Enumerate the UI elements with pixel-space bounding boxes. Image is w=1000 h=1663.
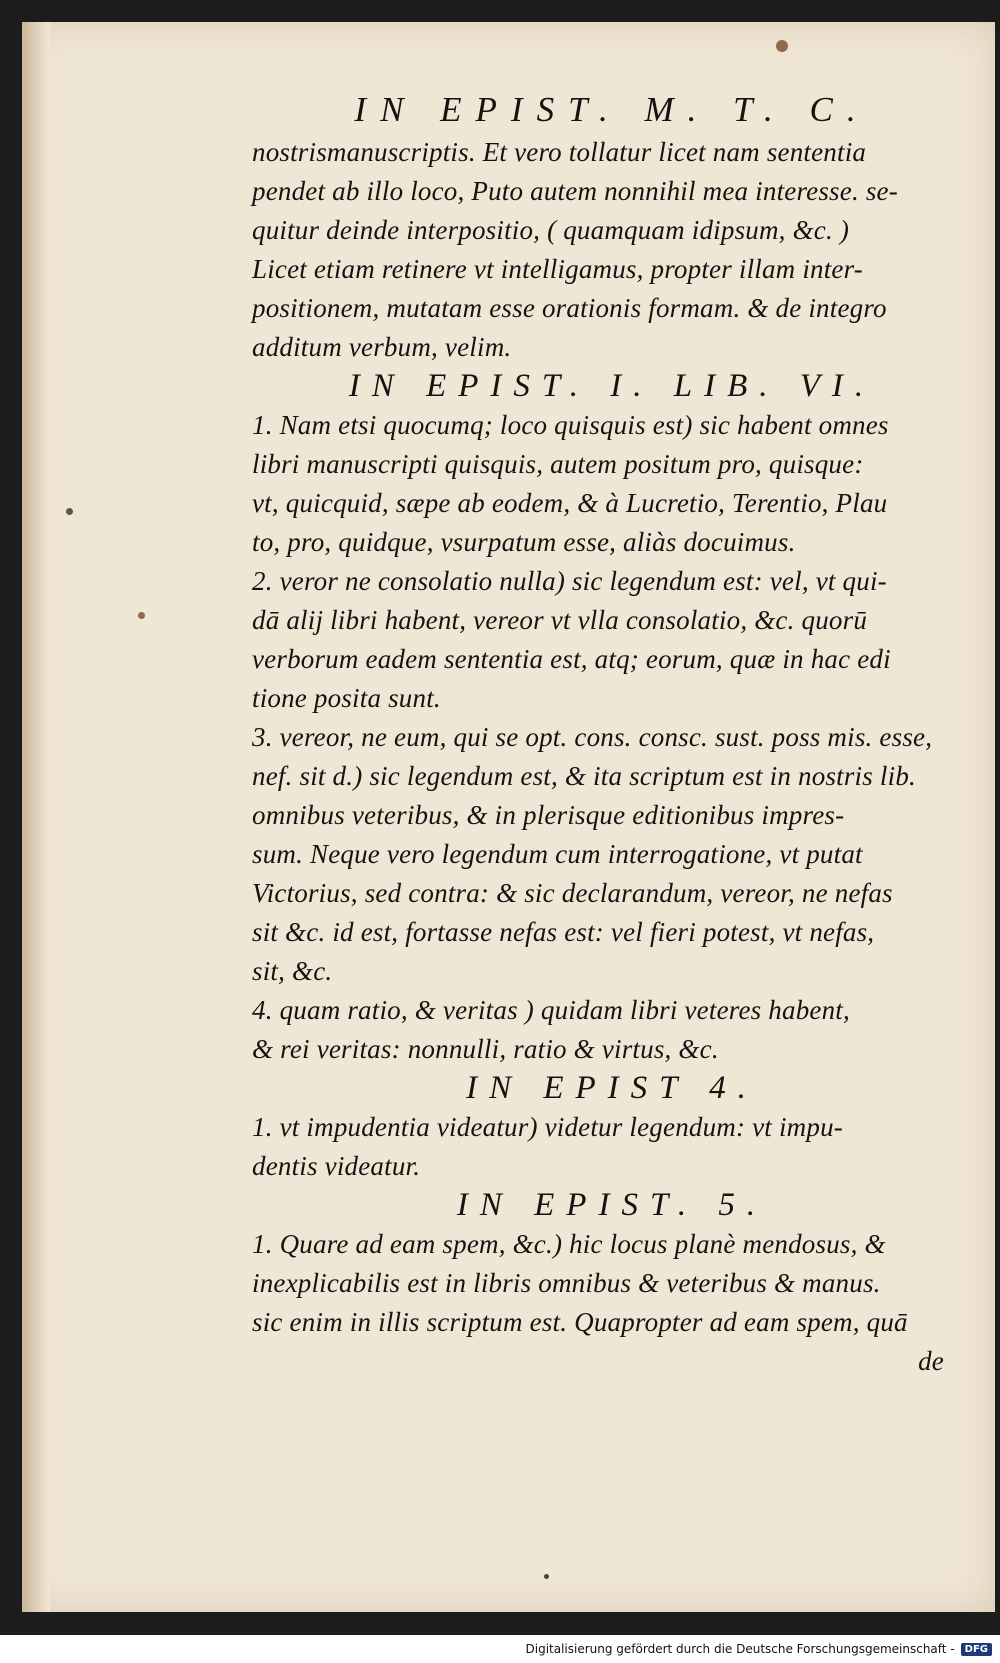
section-heading: IN EPIST. 5.: [456, 1187, 768, 1223]
text-line: sic enim in illis scriptum est. Quapropter ad eam spem, quā: [252, 1307, 908, 1337]
text-line: & rei veritas: nonnulli, ratio & virtus, &c.: [252, 1034, 719, 1064]
text-line: verborum eadem sententia est, atq; eorum, quæ in hac edi: [252, 644, 891, 674]
page-gutter: [22, 22, 50, 1612]
page-text: [252, 90, 972, 1381]
ink-spot: [776, 40, 788, 52]
text-line: inexplicabilis est in libris omnibus & veteribus & manus.: [252, 1268, 881, 1298]
text-line: Victorius, sed contra: & sic declarandum, vereor, ne nefas: [252, 878, 893, 908]
footer-text: Digitalisierung gefördert durch die Deutsche Forschungsgemeinschaft -: [525, 1642, 955, 1656]
ink-spot: [138, 612, 145, 619]
running-head: IN EPIST. M. T. C.: [354, 90, 870, 129]
text-line: sit &c. id est, fortasse nefas est: vel fieri potest, vt nefas,: [252, 917, 875, 947]
section-heading: IN EPIST. I. LIB. VI.: [348, 368, 876, 404]
text-line: 2. veror ne consolatio nulla) sic legendum est: vel, vt qui-: [252, 566, 887, 596]
text-line: to, pro, quidque, vsurpatum esse, aliàs docuimus.: [252, 527, 796, 557]
text-line: 1. vt impudentia videatur) videtur legendum: vt impu-: [252, 1112, 843, 1142]
text-line: 1. Nam etsi quocumq; loco quisquis est) sic habent omnes: [252, 410, 889, 440]
dfg-logo-icon: DFG: [961, 1643, 992, 1656]
ink-spot: [544, 1574, 549, 1579]
text-line: pendet ab illo loco, Puto autem nonnihil mea interesse. se-: [252, 176, 898, 206]
text-line: sum. Neque vero legendum cum interrogatione, vt putat: [252, 839, 863, 869]
ink-spot: [66, 508, 73, 515]
text-line: vt, quicquid, sæpe ab eodem, & à Lucretio, Terentio, Plau: [252, 488, 888, 518]
text-line: positionem, mutatam esse orationis formam. & de integro: [252, 293, 887, 323]
text-line: nef. sit d.) sic legendum est, & ita scriptum est in nostris lib.: [252, 761, 916, 791]
section-heading: IN EPIST 4.: [466, 1070, 758, 1106]
text-line: additum verbum, velim.: [252, 332, 512, 362]
text-line: 4. quam ratio, & veritas ) quidam libri veteres habent,: [252, 995, 850, 1025]
text-line: quitur deinde interpositio, ( quamquam idipsum, &c. ): [252, 215, 850, 245]
text-line: omnibus veteribus, & in plerisque editionibus impres-: [252, 800, 845, 830]
text-line: libri manuscripti quisquis, autem positum pro, quisque:: [252, 449, 864, 479]
text-line: 3. vereor, ne eum, qui se opt. cons. consc. sust. poss mis. esse,: [252, 722, 933, 752]
text-line: dā alij libri habent, vereor vt vlla consolatio, &c. quorū: [252, 605, 868, 635]
text-line: nostrismanuscriptis. Et vero tollatur licet nam sententia: [252, 137, 867, 167]
digitization-footer: [0, 1635, 1000, 1663]
text-line: 1. Quare ad eam spem, &c.) hic locus planè mendosus, &: [252, 1229, 886, 1259]
catchword: de: [918, 1346, 944, 1376]
text-line: sit, &c.: [252, 956, 333, 986]
text-lines: [252, 133, 972, 1381]
text-line: Licet etiam retinere vt intelligamus, propter illam inter-: [252, 254, 863, 284]
text-line: dentis videatur.: [252, 1151, 421, 1181]
text-line: tione posita sunt.: [252, 683, 441, 713]
